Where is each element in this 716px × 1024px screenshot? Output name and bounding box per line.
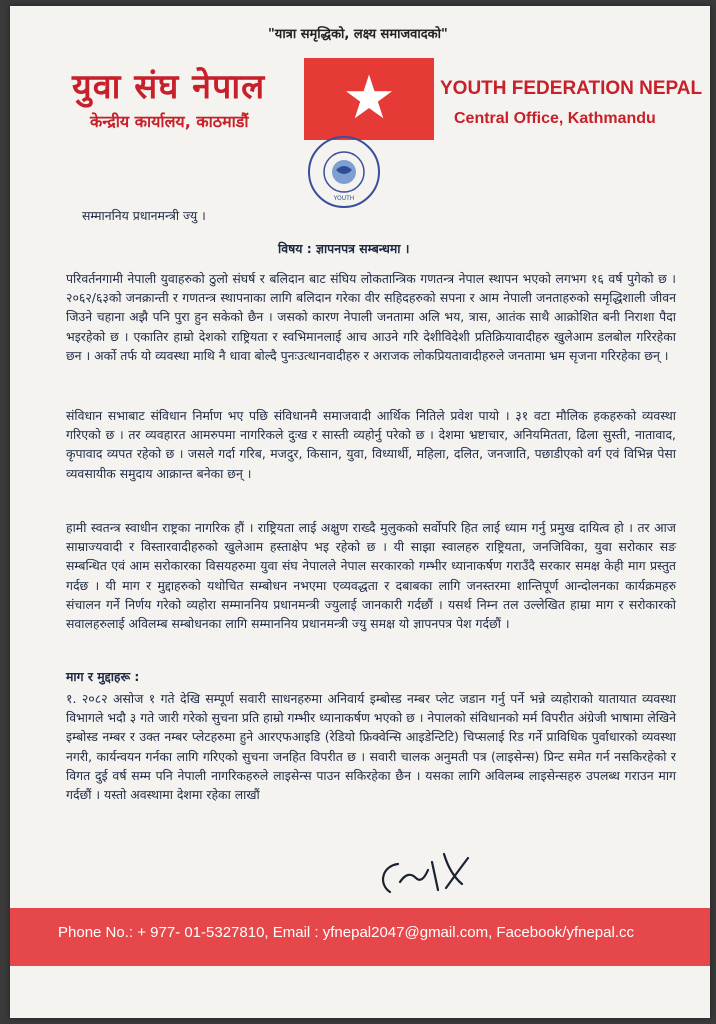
letter-subject: विषय : ज्ञापनपत्र सम्बन्धमा । bbox=[278, 241, 410, 256]
letter-paragraph-3: हामी स्वतन्त्र स्वाधीन राष्ट्रका नागरिक हौं । राष्ट्रियता लाई अक्षुण राख्दै मुलुकको सर्वोपरि हित लाई ध्याम गर्नु प्रमुख दायित्व हो । तर आज साम्राज्यवादी र विस्तारवादीहरुको खुलेआम हस्ताक्षेप भइ रहेको छ । यी साझा स्वालहरु राष्ट्रियता, जनजिविका, युवा सरोकार सङ सम्बन्धित एवं आम सरोकारका विसयहरुमा युवा संघ नेपालले नेपाल सरकारको गम्भीर ध्यानाकर्षण गराउँदै सरकार समक्ष केही माग प्रस्तुत गर्दछ । यी माग र मुद्दाहरुको यथोचित सम्बोधन नभएमा एव्यवद्धता र दबाबका लागि जनस्तरमा शान्तिपूर्ण आन्दोलनका कार्यक्रमहरु संचालन गर्ने निर्णय गरेको व्यहोरा सम्माननिय प्रधानमन्त्री ज्युलाई जानकारी गर्दछौं । यसर्थ निम्न तल उल्लेखित हाम्रा माग र सरोकारको सवालहरुलाई अविलम्ब सम्बोधनका लागि सम्माननिय प्रधानमन्त्री ज्यु समक्ष यो ज्ञापनपत्र पेश गर्दछौं । bbox=[66, 520, 676, 632]
letter-greeting: सम्माननिय प्रधानमन्त्री ज्यु । bbox=[82, 208, 206, 223]
letter-paragraph-2: संविधान सभाबाट संविधान निर्माण भए पछि संविधानमै समाजवादी आर्थिक नितिले प्रवेश पायो । ३१ वटा मौलिक हकहरुको व्यवस्था गरिएको छ । तर व्यवहारत आमरुपमा नागरिकले दुःख र सास्ती व्यहोर्नु परेको छ । देशमा भ्रष्टाचार, अनियमितता, ढिला सुस्ती, नातावाद, कृपावाद व्यपत रहेको छ । जसले गर्दा गरिब, मजदुर, किसान, युवा, विध्यार्थी, महिला, दलित, जनजाति, पछाडीएको वर्ग एवं विभिन्न पेसा व्यवसायीक समुदाय आक्रान्त बनेका छन् । bbox=[66, 408, 676, 481]
footer-contact: Phone No.: + 977- 01-5327810, Email : yfnepal2047@gmail.com, Facebook/yfnepal.cc bbox=[58, 924, 634, 941]
flag-logo bbox=[304, 58, 434, 140]
org-subtitle-nepali: केन्द्रीय कार्यालय, काठमाडौं bbox=[90, 112, 249, 131]
letter-paragraph-4: १. २०८२ असोज १ गते देखि सम्पूर्ण सवारी साधनहरुमा अनिवार्य इम्बोस्ड नम्बर प्लेट जडान गर्नु पर्ने भन्ने व्यहोराको यातायात व्यवस्था विभागले भदौ ३ गते जारी गरेको सुचना प्रति हाम्रो गम्भीर ध्यानाकर्षण भएको छ । नेपालको संविधानको मर्म विपरीत अंग्रेजी भाषामा लेखिने इम्बोस्ड नम्बर र उक्त नम्बर प्लेटहरुमा हुने आरएफआइडि (रेडियो फ्रिक्वेन्सि आइडेन्टिटि) चिप्सलाई रिड गर्ने प्राविधिक पुर्वाधारको व्यवस्था नगरी, कार्यन्वयन गर्नका लागि गरिएको सुचना जनहित विपरीत छ । सवारी चालक अनुमती पत्र (लाइसेन्स) प्रिन्ट समेत गर्न नसकिरहेको र विगत दुई वर्ष सम्म पनि नेपाली नागरिकहरुले लाइसेन्स पाउन सकिरहेका छैन । यसका लागि अविलम्ब लाइसेन्सहरु उपलब्ध गराउन माग गर्दछौं । यस्तो अवस्थामा देशमा रहेका लाखौं bbox=[66, 691, 676, 803]
letter-paragraph-1: परिवर्तनगामी नेपाली युवाहरुको ठुलो संघर्ष र बलिदान बाट संघिय लोकतान्त्रिक गणतन्त्र नेपाल स्थापन भएको लगभग १६ वर्ष पुगेको छ । २०६२/६३को जनक्रान्ती र गणतन्त्र स्थापनाका लागि बलिदान गरेका वीर सहिदहरुको सपना र आम नेपाली जनताहरुको समृद्धिशाली जीवन जिउने चहाना अझै पनि पुरा हुन सकेको छैन । जसको कारण नेपाली जनतामा अलि भय, त्रास, आतंक साथै आक्रोशित बनी निराशा पैदा भइरहेको छ । एकातिर हाम्रो देशको राष्ट्रियता र स्वभिमानलाई आच आउने गरि देशीविदेशी प्रतिक्रियावादीहरु खुलेआम डलबोल गरिरहेका छन । अर्को तर्फ यो व्यवस्था माथि नै धावा बोल्दै पुनःउत्थानवादीहरु र अराजक लोकप्रियतावादीहरुले जनतामा भ्रम सृजना गरिरहेका छन् । bbox=[66, 271, 676, 363]
seal-stamp-icon bbox=[306, 134, 382, 210]
org-title-nepali: युवा संघ नेपाल bbox=[72, 67, 266, 107]
star-icon: ★ bbox=[342, 63, 396, 133]
org-title-english: YOUTH FEDERATION NEPAL bbox=[440, 78, 703, 99]
slogan: "यात्रा समृद्धिको, लक्ष्य समाजवादको" bbox=[268, 27, 448, 42]
svg-text:YOUTH: YOUTH bbox=[333, 195, 355, 202]
org-subtitle-english: Central Office, Kathmandu bbox=[454, 110, 656, 127]
demands-heading: माग र मुद्दाहरू : bbox=[66, 669, 140, 684]
letter-page bbox=[10, 6, 710, 1018]
signature-icon bbox=[372, 844, 492, 904]
